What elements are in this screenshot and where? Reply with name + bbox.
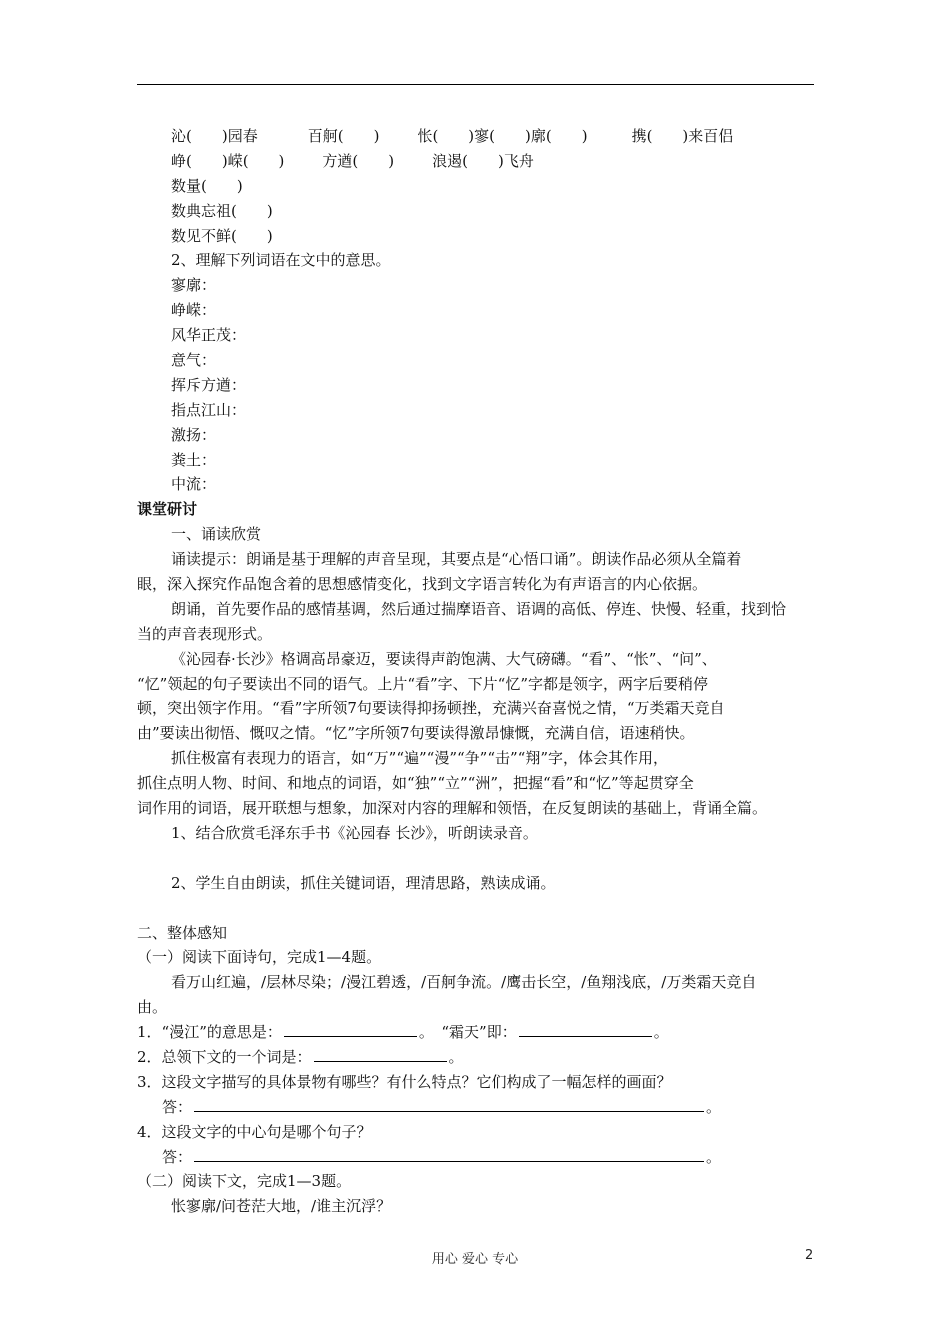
poem-line: 由。 — [137, 998, 168, 1017]
paragraph-line: 抓住极富有表现力的语言，如“万”“遍”“漫”“争”“击”“翔”字，体会其作用， — [171, 749, 669, 768]
poem-line: 看万山红遍，/层林尽染；/漫江碧透，/百舸争流。/鹰击长空，/鱼翔浅底，/万类霜天竞自 — [171, 973, 757, 992]
answer-blank[interactable] — [284, 1020, 417, 1037]
term-line: 风华正茂： — [171, 326, 247, 345]
paragraph-line: 词作用的词语，展开联想与想象，加深对内容的理解和领悟，在反复朗读的基础上，背诵全篇。 — [137, 799, 768, 818]
subheading-recite: 一、诵读欣赏 — [171, 525, 262, 544]
term-line: 意气： — [171, 351, 217, 370]
page-number: 2 — [805, 1248, 814, 1263]
term-line: 指点江山： — [171, 400, 247, 419]
shu-item: 数见不鲜( ) — [171, 226, 273, 245]
paragraph-line: 顿，突出领字作用。“看”字所领7句要读得抑扬顿挫，充满兴奋喜悦之情，“万类霜天竞自 — [137, 699, 725, 718]
page-footer: 用心 爱心 专心 — [431, 1252, 519, 1267]
shu-item: 数典忘祖( ) — [171, 201, 273, 220]
section-heading-overall: 二、整体感知 — [137, 923, 228, 942]
paragraph-line: 眼，深入探究作品饱含着的思想感情变化，找到文字语言转化为有声语言的内心依据。 — [137, 575, 708, 594]
question-1-text-b: 。 “霜天”即： — [418, 1023, 517, 1042]
question-3: 3．这段文字描写的具体景物有哪些？有什么特点？它们构成了一幅怎样的画面？ — [137, 1072, 672, 1091]
vocab-row-1 — [137, 124, 817, 149]
reading-1-title: （一）阅读下面诗句，完成1—4题。 — [137, 948, 382, 967]
vocab-row-2 — [137, 149, 817, 174]
term-line: 中流： — [171, 475, 217, 494]
vocab-item: 峥( )嵘( ) — [171, 151, 285, 170]
answer-label: 答： — [162, 1147, 193, 1166]
step-2: 2、学生自由朗读，抓住关键词语，理清思路，熟读成诵。 — [171, 873, 556, 892]
paragraph-line: “忆”领起的句子要读出不同的语气。上片“看”字、下片“忆”字都是领字，两字后要稍停 — [137, 674, 709, 693]
paragraph-line: 当的声音表现形式。 — [137, 624, 273, 643]
answer-label: 答： — [162, 1097, 193, 1116]
question-1-text: 1．“漫江”的意思是： — [137, 1023, 282, 1042]
step-1: 1、结合欣赏毛泽东手书《沁园春 长沙》，听朗读录音。 — [171, 823, 538, 842]
reading-2-title: （二）阅读下文，完成1—3题。 — [137, 1172, 352, 1191]
paragraph-line: 由”要读出彻悟、慨叹之情。“忆”字所领7句要读得激昂慷慨，充满自信，语速稍快。 — [137, 724, 695, 743]
term-line: 挥斥方遒： — [171, 375, 247, 394]
question-4: 4．这段文字的中心句是哪个句子？ — [137, 1122, 372, 1141]
vocab-item: 沁( )园春 — [171, 127, 258, 145]
page-body — [137, 124, 817, 1219]
term-line: 激扬： — [171, 425, 217, 444]
vocab-item: 浪遏( )飞舟 — [432, 151, 534, 170]
term-line: 寥廓： — [171, 276, 217, 295]
section-heading-classroom: 课堂研讨 — [137, 500, 198, 519]
answer-blank[interactable] — [314, 1045, 447, 1062]
vocab-item: 百舸( ) — [307, 127, 380, 145]
answer-line: 答： 。 — [137, 1095, 817, 1120]
header-rule — [137, 84, 814, 85]
poem-line: 怅寥廓/问苍茫大地，/谁主沉浮？ — [171, 1197, 392, 1216]
term-line: 峥嵘： — [171, 301, 217, 320]
question-2: 2．总领下文的一个词是： 。 — [137, 1045, 817, 1070]
paragraph-line: 诵读提示：朗诵是基于理解的声音呈现，其要点是“心悟口诵”。朗读作品必须从全篇着 — [171, 550, 742, 569]
answer-line: 答： 。 — [137, 1145, 817, 1170]
question-2-title: 2、理解下列词语在文中的意思。 — [171, 251, 391, 270]
term-line: 粪土： — [171, 450, 217, 469]
shu-item: 数量( ) — [171, 176, 243, 195]
paragraph-line: 抓住点明人物、时间、和地点的词语，如“独”“立”“洲”，把握“看”和“忆”等起贯穿全 — [137, 774, 694, 793]
paragraph-line: 朗诵，首先要作品的感情基调，然后通过揣摩语音、语调的高低、停连、快慢、轻重，找到恰 — [171, 599, 787, 618]
answer-blank[interactable] — [519, 1020, 652, 1037]
question-2-text: 2．总领下文的一个词是： — [137, 1047, 312, 1066]
question-1: 1．“漫江”的意思是： 。 “霜天”即： 。 — [137, 1020, 817, 1045]
vocab-item: 方遒( ) — [322, 151, 395, 170]
vocab-item: 怅( )寥( )廓( ) — [417, 127, 588, 145]
answer-blank[interactable] — [194, 1145, 704, 1162]
vocab-item: 携( )来百侣 — [631, 127, 734, 145]
answer-blank[interactable] — [194, 1095, 704, 1112]
paragraph-line: 《沁园春·长沙》格调高昂豪迈，要读得声韵饱满、大气磅礴。“看”、“怅”、“问”、 — [171, 649, 717, 668]
